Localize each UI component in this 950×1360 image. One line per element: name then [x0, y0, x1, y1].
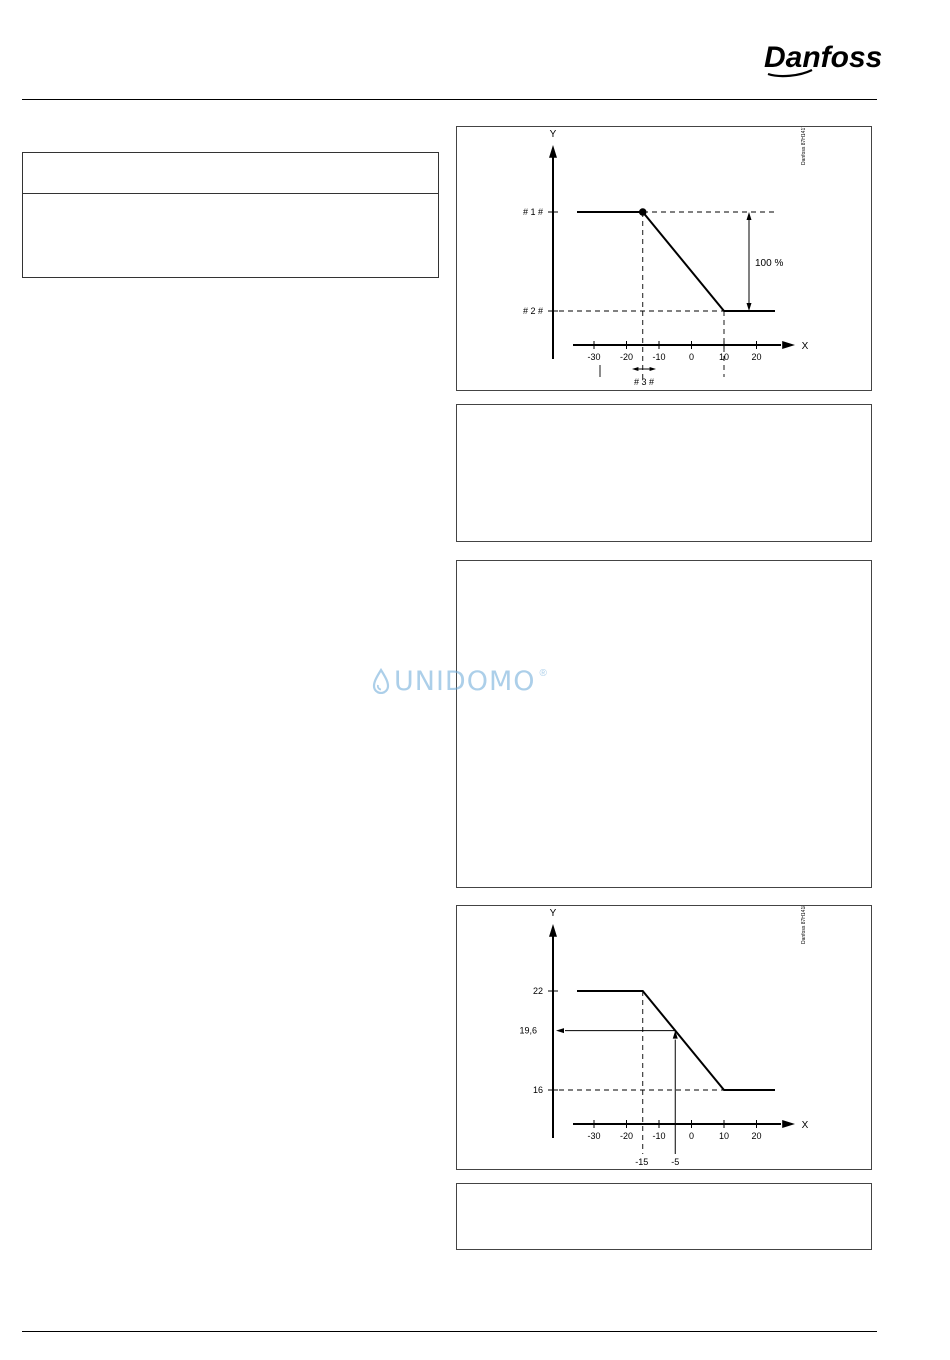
- svg-text:Danfoss: Danfoss: [764, 41, 882, 74]
- series-line: [577, 991, 775, 1090]
- x-axis-label: X: [801, 341, 809, 352]
- band-label: # 3 #: [633, 377, 655, 387]
- x-tick-label-1: -20: [619, 1131, 634, 1141]
- y-axis-label: Y: [549, 129, 557, 140]
- empty-text-box-2: [456, 560, 872, 888]
- x-tick-label-4: 10: [718, 352, 730, 362]
- x-axis-arrow: [782, 1120, 795, 1128]
- span-label: 100 %: [755, 258, 784, 269]
- band-arrow-left: [632, 367, 638, 371]
- readout-horizontal-arrow: [556, 1028, 564, 1033]
- chart-box-1: [456, 126, 872, 391]
- empty-text-box-1: [456, 404, 872, 542]
- readout-x-label: -5: [671, 1157, 680, 1167]
- x-tick-label-5: 20: [751, 352, 762, 362]
- chart-1: [457, 127, 871, 390]
- header-rule: [22, 99, 877, 100]
- y-tick-label-0: # 1 #: [522, 207, 543, 217]
- band-arrow-right: [650, 367, 656, 371]
- y-tick-label-0: 22: [532, 986, 543, 996]
- left-table-box: [22, 152, 439, 278]
- figure-code: Danfoss 87H1417.10: [801, 127, 807, 165]
- x-tick-label-3: 0: [688, 352, 695, 362]
- x-tick-label-2: -10: [652, 1131, 666, 1141]
- figure-code: Danfoss 87H1418.10: [801, 906, 807, 944]
- y-axis-label: Y: [549, 908, 557, 919]
- readout-y-label: 19,6: [519, 1025, 537, 1036]
- table-divider: [23, 193, 438, 194]
- x-axis-arrow: [782, 341, 795, 349]
- x-tick-label-2: -10: [652, 352, 666, 362]
- series-line: [577, 212, 775, 311]
- y-tick-label-1: 16: [532, 1085, 543, 1095]
- span-arrow-top: [747, 212, 752, 220]
- x-tick-label-4: 10: [718, 1131, 730, 1141]
- x-tick-label-3: 0: [688, 1131, 695, 1141]
- footer-rule: [22, 1331, 877, 1332]
- x-tick-label-5: 20: [751, 1131, 762, 1141]
- chart-2: [457, 906, 871, 1169]
- watermark-text: UNIDOMO: [394, 665, 536, 697]
- breakpoint-dot: [639, 208, 647, 216]
- break-x-label: -15: [635, 1157, 649, 1167]
- y-tick-label-1: # 2 #: [522, 306, 543, 316]
- x-tick-label-0: -30: [587, 352, 601, 362]
- x-axis-label: X: [801, 1120, 809, 1131]
- y-axis-arrow: [549, 145, 557, 158]
- brand-logo: [760, 34, 882, 80]
- y-axis-arrow: [549, 924, 557, 937]
- x-tick-label-1: -20: [619, 352, 634, 362]
- water-drop-icon: [372, 668, 390, 694]
- span-arrow-bottom: [747, 303, 752, 311]
- watermark-registered-mark: ®: [539, 668, 547, 679]
- x-tick-label-0: -30: [587, 1131, 601, 1141]
- watermark: [372, 664, 582, 698]
- empty-text-box-3: [456, 1183, 872, 1250]
- chart-box-2: [456, 905, 872, 1170]
